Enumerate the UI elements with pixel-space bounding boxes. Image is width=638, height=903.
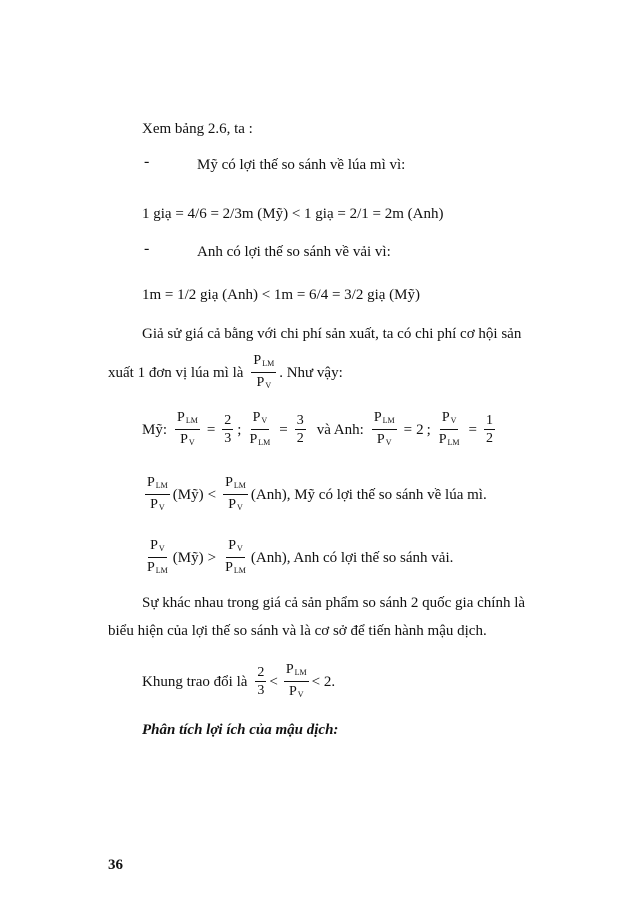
page-number: 36 xyxy=(108,857,123,873)
exchange-range: Khung trao đổi là $\frac{2}{3}$ < $\frac{P_{LM}}{P_V}$ < 2. xyxy=(142,662,335,702)
fraction-pv-over-plm: $\frac{P_V}{P_{LM}}$ xyxy=(225,538,246,575)
bullet-dash: - xyxy=(144,240,150,257)
fraction-plm-over-pv: $\frac{P_{LM}}{P_V}$ xyxy=(285,662,307,699)
fraction-3-over-2: $\frac{3}{2}$ xyxy=(296,413,304,446)
my-label: Mỹ: xyxy=(142,422,168,438)
ratio-line: Mỹ: $\frac{P_{LM}}{P_V}$ = $\frac{2}{3}$ ; $\frac{P_V}{P_{LM}}$ = $\frac{3}{2}$ và Anh: $\frac{P_{LM}}{P_V}$ = 2 ; $\frac{P_V}{P_{LM}}$ = $\frac{1}{2}$ xyxy=(142,410,498,450)
fraction-plm-over-pv: $\frac{P_{LM}}{P_V}$ xyxy=(147,475,168,512)
fraction-plm-over-pv: $\frac{P_{LM}}{P_V}$ xyxy=(373,410,395,447)
assumption-text: xuất 1 đơn vị lúa mì là xyxy=(108,365,244,381)
comparison-cloth: $\frac{P_V}{P_{LM}}$ (Mỹ) > $\frac{P_V}{P_{LM}}$ (Anh), Anh có lợi thế so sánh vải. xyxy=(142,538,453,578)
fraction-pv-over-plm: $\frac{P_V}{P_{LM}}$ xyxy=(438,410,460,447)
bullet-dash: - xyxy=(144,153,150,170)
fraction-plm-over-pv: $\frac{P_{LM}}{P_V}$ xyxy=(225,475,246,512)
paragraph-difference-line1: Sự khác nhau trong giá cả sản phẩm so sánh 2 quốc gia chính là xyxy=(142,595,526,611)
paragraph-assumption-line1: Giả sử giá cả bằng với chi phí sản xuất, ta có chi phí cơ hội sản xyxy=(142,326,522,342)
fraction-1-over-2: $\frac{1}{2}$ xyxy=(486,413,494,446)
comparison-wheat: $\frac{P_{LM}}{P_V}$ (Mỹ) < $\frac{P_{LM}}{P_V}$ (Anh), Mỹ có lợi thế so sánh về lúa mì. xyxy=(142,475,487,515)
fraction-pv-over-plm: $\frac{P_V}{P_{LM}}$ xyxy=(147,538,168,575)
bullet-anh-advantage: Anh có lợi thế so sánh về vải vì: xyxy=(197,244,391,260)
paragraph-difference-line2: biểu hiện của lợi thế so sánh và là cơ sở để tiến hành mậu dịch. xyxy=(108,623,487,639)
fraction-2-over-3: $\frac{2}{3}$ xyxy=(224,413,232,446)
fraction-2-over-3: $\frac{2}{3}$ xyxy=(257,665,265,698)
paragraph-assumption-line2 xyxy=(108,353,343,393)
fraction-pv-over-plm: $\frac{P_V}{P_{LM}}$ xyxy=(249,410,271,447)
paragraph-intro: Xem bảng 2.6, ta : xyxy=(142,121,253,137)
fraction-plm-over-pv: $\frac{P_{LM}}{P_V}$ xyxy=(177,410,198,447)
assumption-tail: . Như vậy: xyxy=(279,365,343,381)
equation-cloth: 1m = 1/2 giạ (Anh) < 1m = 6/4 = 3/2 giạ (Mỹ) xyxy=(142,287,420,303)
fraction-plm-over-pv: $\frac{P_{LM}}{P_V}$ xyxy=(253,353,275,390)
and-anh-label: và Anh: xyxy=(316,422,364,438)
equation-wheat: 1 giạ = 4/6 = 2/3m (Mỹ) < 1 giạ = 2/1 = 2m (Anh) xyxy=(142,206,444,222)
section-heading: Phân tích lợi ích của mậu dịch: xyxy=(142,722,339,738)
bullet-my-advantage: Mỹ có lợi thế so sánh về lúa mì vì: xyxy=(197,157,406,173)
